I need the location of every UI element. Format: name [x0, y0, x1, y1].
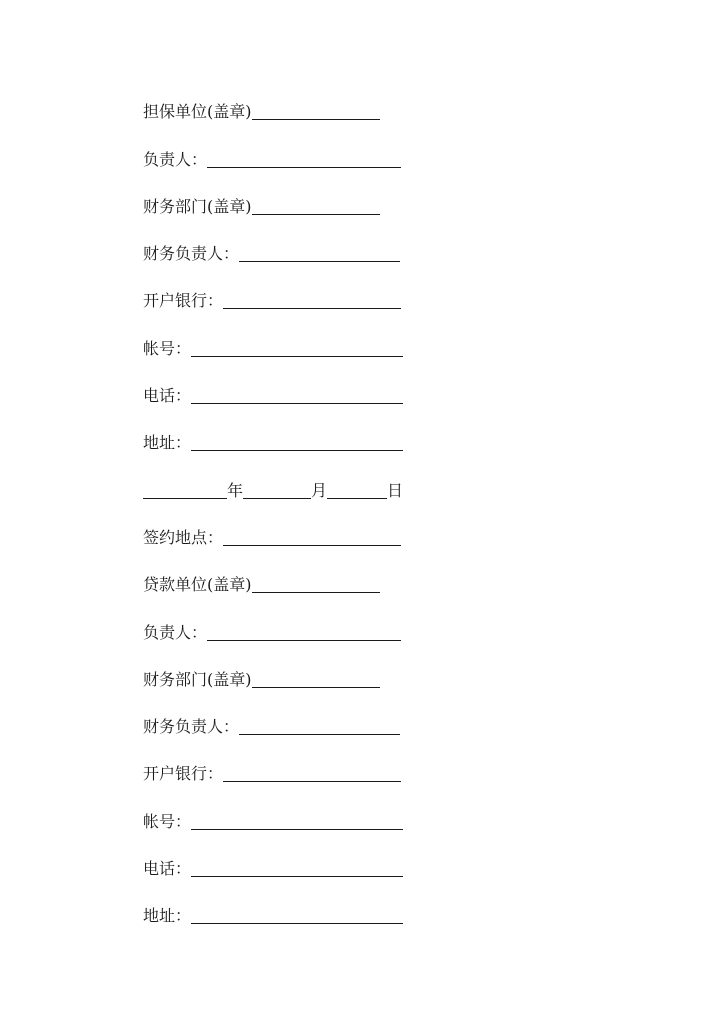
- lender-finance-head-blank: [239, 716, 400, 735]
- lender-phone-label: 电话：: [143, 859, 192, 878]
- lender-person-row: [143, 619, 401, 643]
- lender-bank-label: 开户银行：: [143, 764, 224, 783]
- guarantor-address-blank: [191, 432, 403, 451]
- guarantor-finance-dept-row: [143, 193, 380, 217]
- year-blank: [143, 480, 227, 499]
- guarantor-phone-label: 电话：: [143, 386, 192, 405]
- guarantor-finance-head-row: [143, 240, 400, 264]
- month-blank: [243, 480, 311, 499]
- guarantor-finance-dept-blank: [252, 196, 380, 215]
- guarantor-finance-dept-label: 财务部门(盖章): [143, 197, 252, 216]
- signing-place-row: [143, 524, 401, 548]
- guarantor-finance-head-label: 财务负责人：: [143, 244, 240, 263]
- guarantor-address-label: 地址：: [143, 433, 192, 452]
- guarantor-account-label: 帐号：: [143, 339, 192, 358]
- guarantor-account-blank: [191, 338, 403, 357]
- lender-finance-head-label: 财务负责人：: [143, 717, 240, 736]
- guarantor-person-blank: [207, 149, 401, 168]
- lender-account-label: 帐号：: [143, 812, 192, 831]
- lender-phone-blank: [191, 858, 403, 877]
- guarantor-phone-blank: [191, 385, 403, 404]
- date-row: [143, 477, 403, 501]
- lender-finance-dept-label: 财务部门(盖章): [143, 670, 252, 689]
- lender-finance-dept-row: [143, 666, 380, 690]
- guarantor-unit-row: [143, 98, 380, 122]
- lender-person-label: 负责人：: [143, 623, 208, 642]
- lender-bank-blank: [223, 763, 401, 782]
- lender-bank-row: [143, 760, 401, 784]
- lender-unit-row: [143, 571, 380, 595]
- day-label: 日: [387, 481, 404, 500]
- guarantor-person-row: [143, 146, 401, 170]
- lender-unit-label: 贷款单位(盖章): [143, 575, 252, 594]
- guarantor-bank-blank: [223, 290, 401, 309]
- month-label: 月: [311, 481, 328, 500]
- guarantor-account-row: [143, 335, 403, 359]
- lender-finance-head-row: [143, 713, 400, 737]
- guarantor-bank-label: 开户银行：: [143, 291, 224, 310]
- lender-address-blank: [191, 905, 403, 924]
- lender-address-row: [143, 902, 403, 926]
- signing-place-label: 签约地点：: [143, 528, 224, 547]
- lender-address-label: 地址：: [143, 906, 192, 925]
- guarantor-address-row: [143, 429, 403, 453]
- guarantor-phone-row: [143, 382, 403, 406]
- lender-unit-blank: [252, 574, 380, 593]
- lender-account-row: [143, 808, 403, 832]
- day-blank: [327, 480, 387, 499]
- signing-place-blank: [223, 527, 401, 546]
- lender-phone-row: [143, 855, 403, 879]
- guarantor-unit-label: 担保单位(盖章): [143, 102, 252, 121]
- guarantor-unit-blank: [252, 101, 380, 120]
- lender-finance-dept-blank: [252, 669, 380, 688]
- guarantor-finance-head-blank: [239, 243, 400, 262]
- year-label: 年: [227, 481, 244, 500]
- lender-account-blank: [191, 811, 403, 830]
- lender-person-blank: [207, 622, 401, 641]
- guarantor-bank-row: [143, 287, 401, 311]
- guarantor-person-label: 负责人：: [143, 150, 208, 169]
